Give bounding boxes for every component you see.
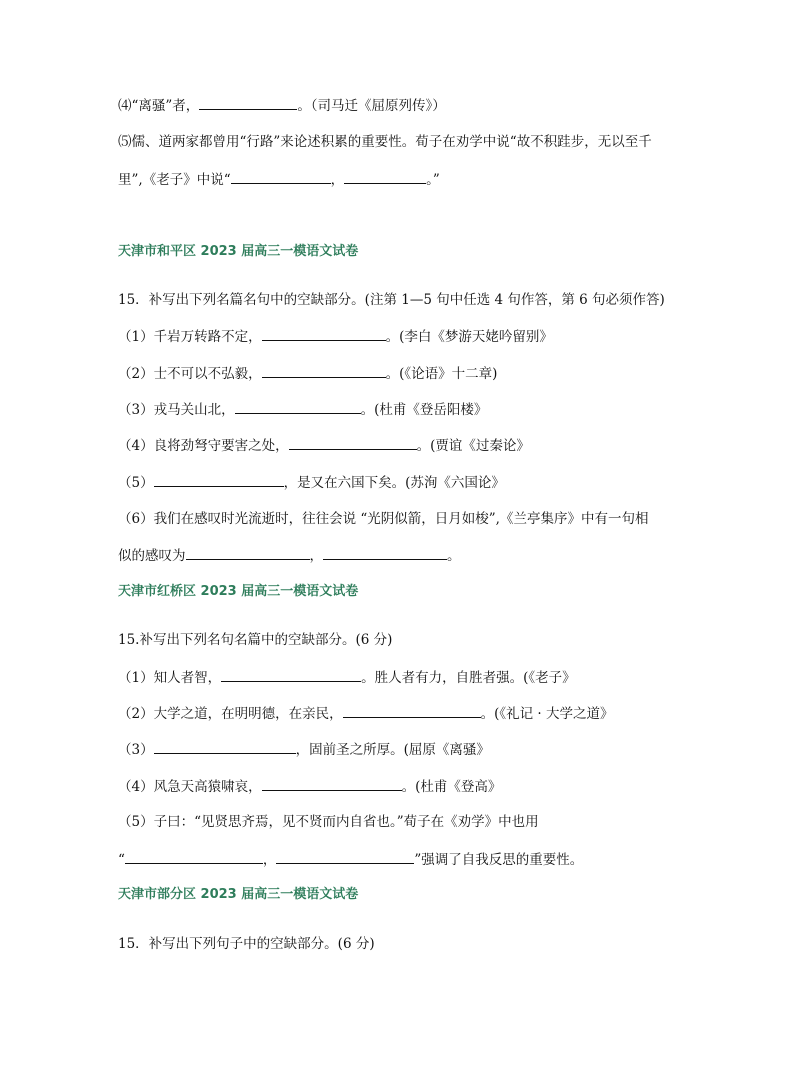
question-heading: 15．补写出下列名篇名句中的空缺部分。(注第 1—5 句中任选 4 句作答，第 6 句必须作答) xyxy=(118,292,665,308)
answer-blank[interactable] xyxy=(231,170,331,184)
section-title-bufen: 天津市部分区 2023 届高三一模语文试卷 xyxy=(118,887,359,902)
question-heading: 15．补写出下列句子中的空缺部分。(6 分) xyxy=(118,936,375,952)
answer-blank[interactable] xyxy=(262,364,386,378)
question-item: （5）子曰：“见贤思齐焉，见不贤而内自省也。”荀子在《劝学》中也用 xyxy=(118,814,539,830)
section-title-heping: 天津市和平区 2023 届高三一模语文试卷 xyxy=(118,244,359,259)
question-item: （4）良将劲弩守要害之处， 。(贾谊《过秦论》 xyxy=(118,438,530,454)
question-item: （4）风急天高猿啸哀， 。(杜甫《登高》 xyxy=(118,779,502,795)
question-item: （3） ，固前圣之所厚。(屈原《离骚》 xyxy=(118,742,490,758)
answer-blank[interactable] xyxy=(289,436,417,450)
answer-blank[interactable] xyxy=(235,400,361,414)
answer-blank[interactable] xyxy=(323,546,447,560)
answer-blank[interactable] xyxy=(276,850,414,864)
question-item: “ ， ”强调了自我反思的重要性。 xyxy=(118,852,584,868)
answer-blank[interactable] xyxy=(262,327,386,341)
question-item: （2）大学之道，在明明德，在亲民， 。(《礼记 · 大学之道》 xyxy=(118,706,614,722)
question-item: （3）戎马关山北， 。(杜甫《登岳阳楼》 xyxy=(118,402,488,418)
question-item: （1）知人者智， 。胜人者有力，自胜者强。(《老子》 xyxy=(118,670,576,686)
q5-line-1: ⑸儒、道两家都曾用“行路”来论述积累的重要性。荀子在劝学中说“故不积跬步，无以至千 xyxy=(118,134,652,150)
answer-blank[interactable] xyxy=(186,546,310,560)
question-item: 似的感叹为 ， 。 xyxy=(118,548,461,564)
q5-line-2: 里”,《老子》中说“ ， 。” xyxy=(118,172,440,188)
question-heading: 15.补写出下列名句名篇中的空缺部分。(6 分) xyxy=(118,632,393,648)
answer-blank[interactable] xyxy=(154,740,296,754)
answer-blank[interactable] xyxy=(199,96,297,110)
answer-blank[interactable] xyxy=(221,668,361,682)
question-item: （1）千岩万转路不定， 。(李白《梦游天姥吟留别》 xyxy=(118,329,553,345)
question-item: （5） ，是又在六国下矣。(苏洵《六国论》 xyxy=(118,475,505,491)
question-item: （2）士不可以不弘毅， 。(《论语》十二章) xyxy=(118,366,498,382)
question-item: （6）我们在感叹时光流逝时，往往会说 “光阴似箭，日月如梭”,《兰亭集序》中有一句相 xyxy=(118,511,649,527)
section-title-hongqiao: 天津市红桥区 2023 届高三一模语文试卷 xyxy=(118,584,359,599)
answer-blank[interactable] xyxy=(344,170,426,184)
answer-blank[interactable] xyxy=(154,473,284,487)
q4-line: ⑷“离骚”者， 。（司马迁《屈原列传》） xyxy=(118,98,446,114)
answer-blank[interactable] xyxy=(262,777,402,791)
answer-blank[interactable] xyxy=(343,704,481,718)
answer-blank[interactable] xyxy=(125,850,263,864)
